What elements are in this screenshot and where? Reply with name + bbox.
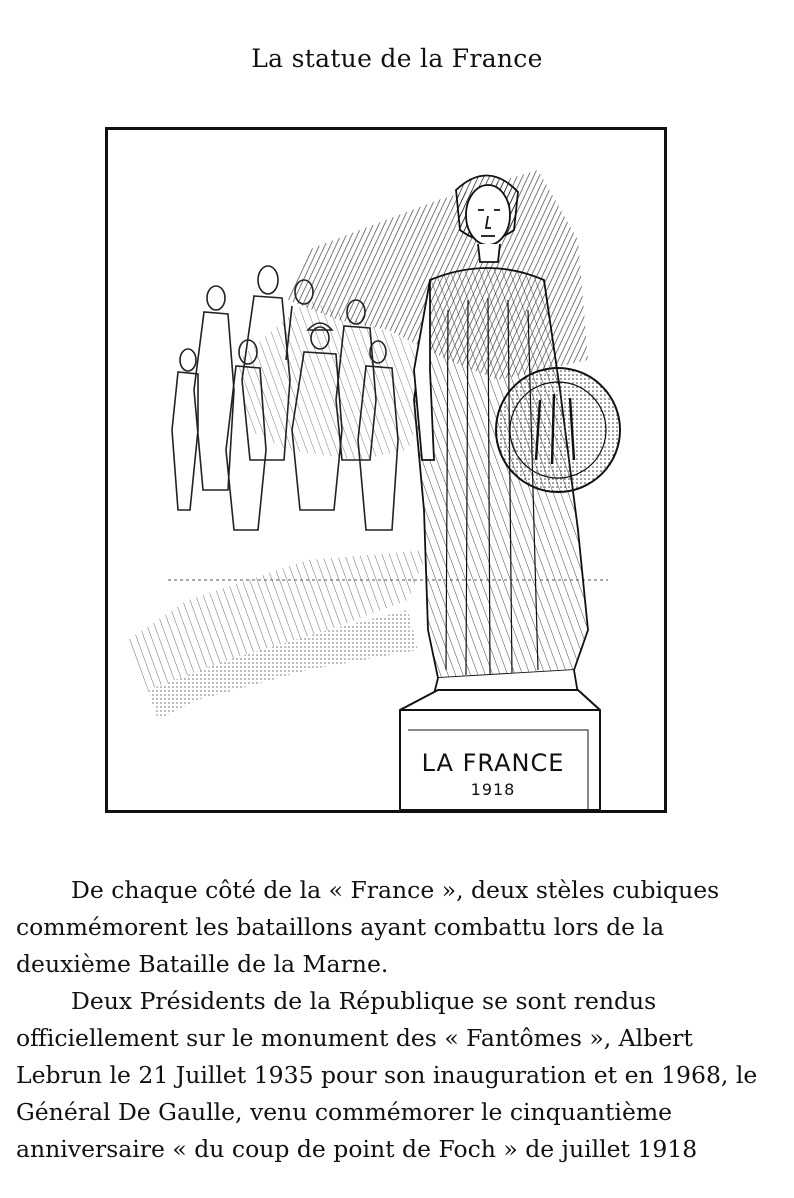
body-text <box>16 872 776 1168</box>
shield <box>496 368 620 492</box>
statue-drawing <box>108 130 664 810</box>
plinth-name: LA FRANCE <box>421 749 565 777</box>
paragraph-2: Deux Présidents de la République se sont rendus officiellement sur le monument des « Fantômes », Albert Lebrun le 21 Juillet 1935 pour son inauguration et en 1968, le Général De Gaulle, venu commémorer le cinquantième anniversaire « du coup de point de Foch » de juillet 1918 <box>16 987 758 1163</box>
page-title: La statue de la France <box>251 44 543 73</box>
statue-illustration <box>105 127 667 813</box>
plinth-inscription <box>408 750 578 799</box>
paragraph-1: De chaque côté de la « France », deux stèles cubiques commémorent les bataillons ayant combattu lors de la deuxième Bataille de la Marne. <box>16 876 720 978</box>
plinth-year: 1918 <box>470 780 516 799</box>
